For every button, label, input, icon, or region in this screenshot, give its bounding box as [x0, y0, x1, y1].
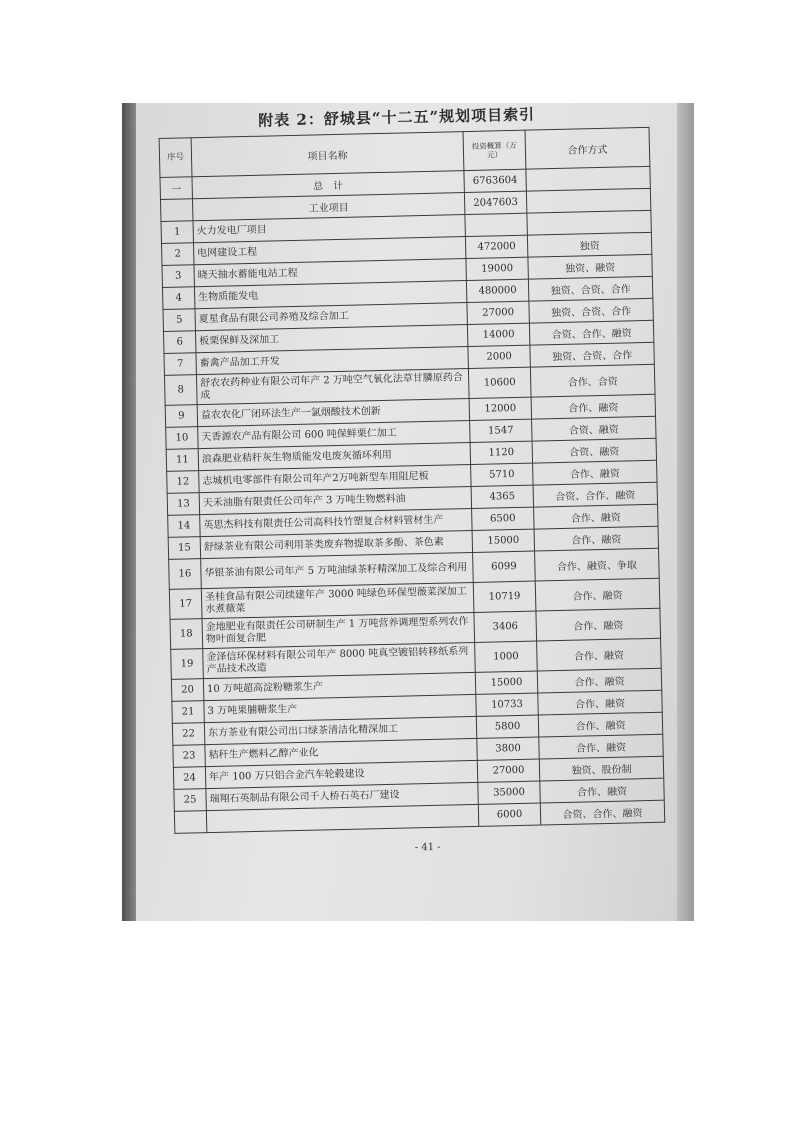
- investment-amount: 27000: [477, 759, 539, 782]
- cooperation-mode: 合作、融资: [537, 638, 662, 671]
- cooperation-mode: 独资、合资、合作: [529, 298, 653, 323]
- row-number: 3: [162, 265, 194, 288]
- investment-amount: 15000: [472, 529, 534, 552]
- investment-amount: 10600: [468, 367, 531, 398]
- row-number: 22: [172, 723, 204, 746]
- project-name: 天香源农产品有限公司 600 吨保鲜栗仁加工: [198, 421, 470, 449]
- row-number: 21: [172, 701, 204, 724]
- cooperation-mode: 合作、融资: [538, 690, 662, 715]
- project-name: 板栗保鲜及深加工: [195, 325, 467, 353]
- investment-amount: 12000: [469, 397, 531, 420]
- row-number: 24: [173, 767, 205, 790]
- cooperation-mode: 独资、合资、合作: [528, 276, 652, 301]
- project-name: 舒绿茶业有限公司利用茶类废弃物提取茶多酚、茶色素: [200, 530, 472, 558]
- row-number: 7: [164, 353, 196, 376]
- cooperation-mode: 合作、融资: [534, 504, 658, 529]
- row-number: 9: [165, 405, 197, 428]
- row-number: 19: [171, 649, 204, 680]
- project-name: 火力发电厂项目: [193, 215, 465, 243]
- cooperation-mode: 合资、融资: [532, 416, 656, 441]
- cooperation-mode: 合资、合作、融资: [533, 482, 657, 507]
- project-name: 东方茶业有限公司出口绿茶清洁化精深加工: [204, 716, 476, 744]
- cooperation-mode: 合作、融资: [536, 608, 661, 641]
- row-number: 18: [170, 619, 203, 650]
- investment-amount: [465, 213, 527, 236]
- cooperation-mode: 合资、融资: [532, 438, 656, 463]
- project-name: 天禾油脂有限责任公司年产 3 万吨生物燃料油: [199, 486, 471, 514]
- project-index-table: [159, 127, 666, 834]
- total-row: 一 总 计 6763604: [160, 166, 650, 199]
- investment-amount: 5710: [471, 463, 533, 486]
- investment-amount: 2000: [468, 345, 530, 368]
- project-name: 浪森肥业秸秆灰生物质能发电废灰循环利用: [198, 443, 470, 471]
- row-number: 10: [166, 427, 198, 450]
- project-name: 圣桂食品有限公司续建年产 3000 吨绿色环保型薇菜深加工水煮薇菜: [201, 582, 474, 618]
- investment-amount: 35000: [478, 781, 540, 804]
- investment-amount: 1120: [470, 441, 532, 464]
- investment-amount: 3800: [477, 737, 539, 760]
- project-name: 畜禽产品加工开发: [196, 347, 468, 375]
- row-number: 23: [173, 745, 205, 768]
- header-investment: 投资概算（万元）: [463, 130, 526, 170]
- project-name: 晓天抽水蓄能电站工程: [194, 259, 466, 287]
- cooperation-mode: 独资、股份制: [539, 756, 663, 781]
- project-name: 志城机电零部件有限公司年产2万吨新型车用阻尼板: [199, 464, 471, 492]
- cooperation-mode: 合作、融资: [537, 668, 661, 693]
- cooperation-mode: 独资、融资: [528, 254, 652, 279]
- cooperation-mode: 独资: [527, 232, 651, 257]
- investment-amount: 10719: [473, 581, 536, 612]
- investment-amount: 480000: [466, 279, 528, 302]
- cooperation-mode: 合作、融资: [531, 394, 655, 419]
- row-number: 17: [169, 589, 202, 620]
- row-number: 5: [163, 309, 195, 332]
- row-number: 25: [174, 789, 206, 812]
- cooperation-mode: 合资、合作、融资: [529, 320, 653, 345]
- row-number: 4: [162, 287, 194, 310]
- cooperation-mode: 独资、合资、合作: [530, 342, 654, 367]
- header-name: 项目名称: [191, 132, 464, 177]
- header-no: 序号: [159, 138, 192, 178]
- page-stack-edge: [677, 103, 694, 921]
- book-spine-shadow: [122, 103, 136, 921]
- investment-amount: 15000: [475, 671, 537, 694]
- page-title: 附表 2：舒城县“十二五”规划项目索引: [258, 105, 536, 130]
- extra-mode: 合资、合作、融资: [540, 800, 664, 825]
- project-name: 夏星食品有限公司养殖及综合加工: [195, 303, 467, 331]
- project-name: 益农农化厂闭环法生产一氯烟酸技术创新: [197, 399, 469, 427]
- cooperation-mode: [527, 210, 651, 235]
- row-number: 1: [161, 221, 193, 244]
- investment-amount: 27000: [467, 301, 529, 324]
- cooperation-mode: 合作、融资: [533, 460, 657, 485]
- project-name: 英思杰科技有限责任公司高科技竹塑复合材料管材生产: [200, 508, 472, 536]
- project-name: 金泽信环保材料有限公司年产 8000 吨真空镀铝转移纸系列产品技术改造: [203, 642, 476, 678]
- row-number: 13: [167, 493, 199, 516]
- row-number: 8: [164, 375, 197, 406]
- project-name: 舒农农药种业有限公司年产 2 万吨空气氧化法草甘膦原药合成: [196, 369, 469, 405]
- extra-investment: 6000: [478, 803, 540, 826]
- row-number: 15: [168, 537, 200, 560]
- project-name: 生物质能发电: [194, 281, 466, 309]
- cooperation-mode: 合作、融资: [535, 578, 660, 611]
- page-number: - 41 -: [414, 841, 441, 854]
- header-mode: 合作方式: [525, 127, 650, 169]
- category-row: 工业项目 2047603: [160, 188, 650, 221]
- investment-amount: 6099: [473, 551, 536, 582]
- cooperation-mode: 合作、融资: [540, 778, 664, 803]
- cooperation-mode: 合作、融资: [539, 734, 663, 759]
- cooperation-mode: 合作、融资: [534, 526, 658, 551]
- cooperation-mode: 合作、合资: [530, 364, 655, 397]
- empty-cell: [174, 811, 206, 834]
- project-name: 瑞翔石英制品有限公司千人桥石英石厂建设: [206, 782, 478, 810]
- project-name: 华银茶油有限公司年产 5 万吨油绿茶籽精深加工及综合利用: [201, 552, 474, 588]
- row-number: 2: [161, 243, 193, 266]
- investment-amount: 472000: [465, 235, 527, 258]
- project-name: 电网建设工程: [193, 237, 465, 265]
- investment-amount: 10733: [476, 693, 538, 716]
- investment-amount: 4365: [471, 485, 533, 508]
- investment-amount: 6500: [472, 507, 534, 530]
- row-number: 14: [168, 515, 200, 538]
- project-name: 年产 100 万只铝合金汽车轮毂建设: [205, 760, 477, 788]
- project-name: 秸秆生产燃料乙醇产业化: [205, 738, 477, 766]
- investment-amount: 3406: [474, 611, 537, 642]
- row-number: 20: [171, 679, 203, 702]
- investment-amount: 1547: [470, 419, 532, 442]
- row-number: 11: [166, 449, 198, 472]
- investment-amount: 14000: [467, 323, 529, 346]
- investment-amount: 1000: [475, 641, 538, 672]
- investment-amount: 19000: [466, 257, 528, 280]
- row-number: 12: [167, 471, 199, 494]
- document-page: [158, 102, 643, 862]
- cooperation-mode: 合作、融资、争取: [535, 548, 660, 581]
- project-name: 金地肥业有限责任公司研制生产 1 万吨营养调理型系列农作物叶面复合肥: [202, 612, 475, 648]
- row-number: 6: [163, 331, 195, 354]
- project-name: 10 万吨超高淀粉糖浆生产: [203, 672, 475, 700]
- investment-amount: 5800: [476, 715, 538, 738]
- row-number: 16: [169, 559, 202, 590]
- project-name: 3 万吨果脯糖浆生产: [204, 694, 476, 722]
- cooperation-mode: 合作、融资: [538, 712, 662, 737]
